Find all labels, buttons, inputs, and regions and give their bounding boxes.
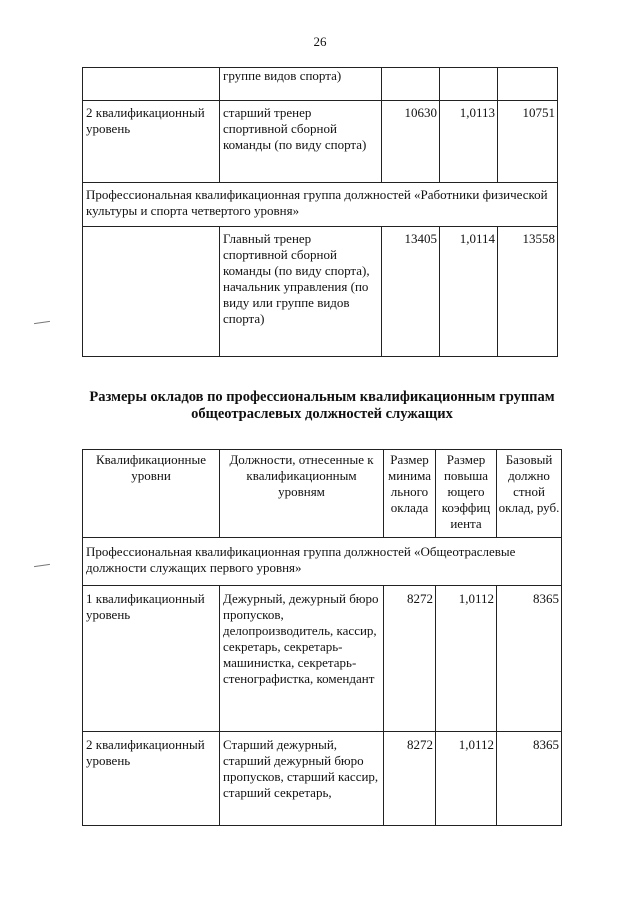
level-cell <box>83 68 220 101</box>
group-header-cell: Профессиональная квалификационная группа должностей «Работники физической культуры и спорта четвертого уровня» <box>83 183 558 227</box>
base-salary-cell: 13558 <box>498 227 558 357</box>
coefficient-cell <box>440 68 498 101</box>
scan-mark <box>34 321 50 324</box>
group-header-row <box>83 538 562 586</box>
table-row <box>83 732 562 826</box>
level-cell: 1 квалификационный уровень <box>83 586 220 732</box>
min-salary-cell: 10630 <box>382 101 440 183</box>
min-salary-cell: 8272 <box>384 732 436 826</box>
position-cell: старший тренер спортивной сборной команды (по виду спорта) <box>220 101 382 183</box>
group-header-row <box>83 183 558 227</box>
base-salary-cell: 8365 <box>497 732 562 826</box>
table-row <box>83 101 558 183</box>
table-header-row <box>83 450 562 538</box>
min-salary-cell: 13405 <box>382 227 440 357</box>
salary-table-sports <box>82 67 558 357</box>
base-salary-cell <box>498 68 558 101</box>
min-salary-cell <box>382 68 440 101</box>
position-cell: Дежурный, дежурный бюро пропусков, делопроизводитель, кассир, секретарь, секретарь-машинистка, секретарь-стенографистка, комендант <box>220 586 384 732</box>
level-cell: 2 квалификационный уровень <box>83 101 220 183</box>
position-cell: Старший дежурный, старший дежурный бюро пропусков, старший кассир, старший секретарь, <box>220 732 384 826</box>
header-coefficient: Размер повыша ющего коэффиц иента <box>436 450 497 538</box>
table-row <box>83 227 558 357</box>
header-min-salary: Размер минима льного оклада <box>384 450 436 538</box>
base-salary-cell: 10751 <box>498 101 558 183</box>
base-salary-cell: 8365 <box>497 586 562 732</box>
table-row <box>83 586 562 732</box>
header-level: Квалификационные уровни <box>83 450 220 538</box>
header-base-salary: Базовый должно стной оклад, руб. <box>497 450 562 538</box>
position-cell: Главный тренер спортивной сборной команды (по виду спорта), начальник управления (по виду или группе видов спорта) <box>220 227 382 357</box>
table-row <box>83 68 558 101</box>
salary-table-general-staff <box>82 449 562 826</box>
group-header-cell: Профессиональная квалификационная группа должностей «Общеотраслевые должности служащих первого уровня» <box>83 538 562 586</box>
level-cell: 2 квалификационный уровень <box>83 732 220 826</box>
header-position: Должности, отнесенные к квалификационным уровням <box>220 450 384 538</box>
coefficient-cell: 1,0112 <box>436 732 497 826</box>
coefficient-cell: 1,0114 <box>440 227 498 357</box>
section-title: Размеры окладов по профессиональным квалификационным группам общеотраслевых должностей служащих <box>89 389 555 422</box>
page-number: 26 <box>313 34 327 49</box>
position-cell: группе видов спорта) <box>220 68 382 101</box>
min-salary-cell: 8272 <box>384 586 436 732</box>
coefficient-cell: 1,0112 <box>436 586 497 732</box>
coefficient-cell: 1,0113 <box>440 101 498 183</box>
scan-mark <box>34 564 50 567</box>
level-cell <box>83 227 220 357</box>
